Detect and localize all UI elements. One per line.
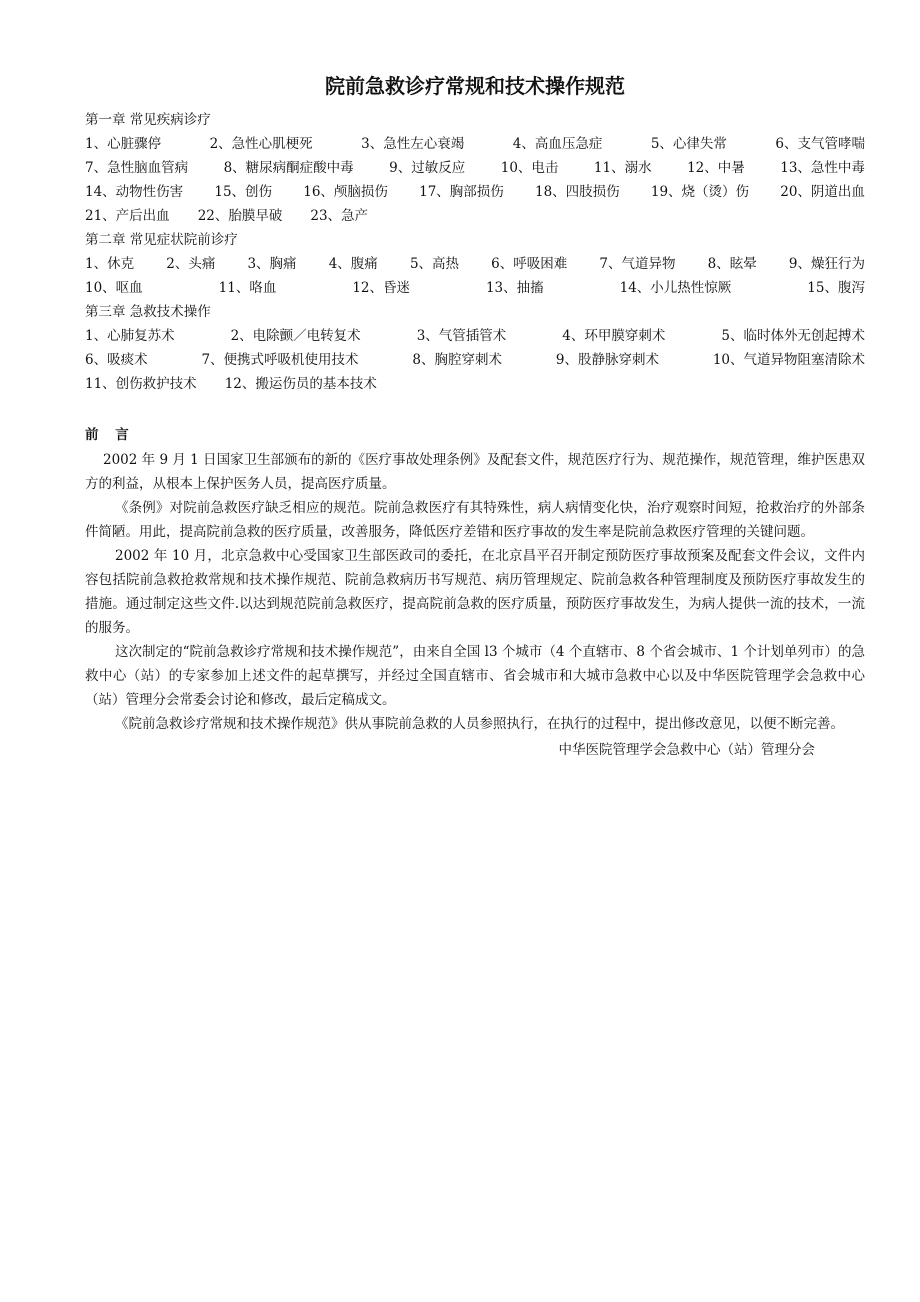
toc-item: 3、胸痛: [247, 256, 297, 272]
preface-paragraph: 《条例》对院前急救医疗缺乏相应的规范。院前急救医疗有其特殊性，病人病情变化快，治疗观察时间短，抢救治疗的外部条件简陋。用此，提高院前急救的医疗质量，改善服务，降低医疗差错和医疗事故的发生率是院前急救医疗管理的关键问题。: [85, 500, 865, 540]
toc-item: 9、过敏反应: [389, 160, 466, 176]
preface-paragraph: 2002 年 9 月 1 日国家卫生部颁布的新的《医疗事故处理条例》及配套文件，规范医疗行为、规范操作，规范管理，维护医患双方的利益，从根本上保护医务人员，提高医疗质量。: [85, 452, 865, 492]
toc-item: 2、电除颤／电转复术: [230, 328, 361, 344]
toc-item: 1、心肺复苏术: [85, 328, 175, 344]
toc-item: 7、急性脑血管病: [85, 160, 189, 176]
toc-row: [85, 204, 865, 228]
toc-item: 7、便携式呼吸机使用技术: [201, 352, 359, 368]
document-page: [85, 70, 865, 762]
toc-item: 20、阴道出血: [780, 184, 865, 200]
toc-item: 15、创伤: [214, 184, 273, 200]
chapter-heading: 第三章 急救技术操作: [85, 304, 211, 320]
preface-signature: 中华医院管理学会急救中心（站）管理分会: [558, 742, 815, 758]
toc-item: 6、呼吸困难: [491, 256, 568, 272]
toc-item: 15、腹泻: [807, 280, 865, 296]
toc-item: 9、燥狂行为: [788, 256, 865, 272]
chapter-heading: 第一章 常见疾病诊疗: [85, 112, 211, 128]
toc-item: 10、呕血: [85, 280, 143, 296]
toc-item: 2、急性心肌梗死: [209, 136, 313, 152]
toc-item: 23、急产: [310, 208, 369, 224]
toc-item: 21、产后出血: [85, 208, 170, 224]
preface-paragraph: 这次制定的“院前急救诊疗常规和技术操作规范”，由来自全国 l3 个城市（4 个直辖市、8 个省会城市、1 个计划单列市）的急救中心（站）的专家参加上述文件的起草撰写，并经过全国直辖市、省会城市和大城市急救中心以及中华医院管理学会急救中心（站）管理分会常委会讨论和修改，最后定稿成文。: [85, 644, 865, 708]
toc-item: 5、高热: [409, 256, 460, 272]
preface-section: [85, 422, 865, 762]
toc-item: 5、临时体外无创起搏术: [721, 328, 865, 344]
toc-row: [85, 276, 865, 300]
toc-item: 1、休克: [85, 256, 135, 272]
toc-item: 12、搬运伤员的基本技术: [224, 376, 377, 392]
toc-item: 10、电击: [500, 160, 559, 176]
toc-item: 3、气管插管术: [416, 328, 507, 344]
toc-item: 2、头痛: [166, 256, 216, 272]
toc-item: 10、气道异物阻塞清除术: [712, 352, 865, 368]
toc-item: 9、股静脉穿刺术: [555, 352, 659, 368]
toc-item: 19、烧（烫）伤: [650, 184, 750, 200]
toc-row: [85, 372, 865, 396]
toc-item: 17、胸部损伤: [419, 184, 504, 200]
toc-row: [85, 348, 865, 372]
toc-item: 22、胎膜早破: [197, 208, 283, 224]
toc-item: 3、急性左心衰竭: [361, 136, 465, 152]
toc-item: 13、急性中毒: [780, 160, 865, 176]
preface-heading: 前 言: [85, 427, 135, 443]
chapter-heading: 第二章 常见症状院前诊疗: [85, 232, 238, 248]
toc-item: 11、溺水: [593, 160, 652, 176]
toc-item: 4、腹痛: [328, 256, 378, 272]
toc-row: [85, 156, 865, 180]
preface-paragraph: 《院前急救诊疗常规和技术操作规范》供从事院前急救的人员参照执行，在执行的过程中，提出修改意见，以便不断完善。: [115, 716, 844, 732]
toc-row: [85, 180, 865, 204]
toc-item: 1、心脏骤停: [85, 136, 162, 152]
toc-item: 14、小儿热性惊厥: [619, 280, 732, 296]
toc-item: 8、胸腔穿刺术: [412, 352, 502, 368]
toc-item: 13、抽搐: [485, 280, 544, 296]
toc-item: 8、眩晕: [707, 256, 757, 272]
toc-item: 5、心律失常: [650, 136, 727, 152]
toc-item: 8、糖尿病酮症酸中毒: [223, 160, 354, 176]
document-title: 院前急救诊疗常规和技术操作规范: [325, 74, 625, 98]
toc-item: 7、气道异物: [599, 256, 676, 272]
toc-item: 12、中暑: [687, 160, 745, 176]
toc-item: 16、颅脑损伤: [303, 184, 388, 200]
toc-item: 11、咯血: [218, 280, 277, 296]
toc-row: [85, 252, 865, 276]
toc-row: [85, 324, 865, 348]
toc-item: 4、高血压急症: [512, 136, 603, 152]
toc-item: 4、环甲膜穿刺术: [562, 328, 666, 344]
toc-item: 6、吸痰术: [85, 352, 148, 368]
preface-paragraph: 2002 年 10 月，北京急救中心受国家卫生部医政司的委托，在北京昌平召开制定预防医疗事故预案及配套文件会议，文件内容包括院前急救抢救常规和技术操作规范、院前急救病历书写规范、病历管理规定、院前急救各种管理制度及预防医疗事故发生的措施。通过制定这些文件.以达到规范院前急救医疗，提高院前急救的医疗质量，预防医疗事故发生，为病人提供一流的技术，一流的服务。: [85, 548, 865, 636]
toc-item: 18、四肢损伤: [535, 184, 620, 200]
toc-item: 6、支气管哮喘: [775, 136, 865, 152]
toc-item: 14、动物性伤害: [85, 184, 184, 200]
toc-item: 11、创伤救护技术: [85, 376, 197, 392]
toc-row: [85, 132, 865, 156]
toc-item: 12、昏迷: [352, 280, 410, 296]
table-of-contents: [85, 108, 865, 396]
